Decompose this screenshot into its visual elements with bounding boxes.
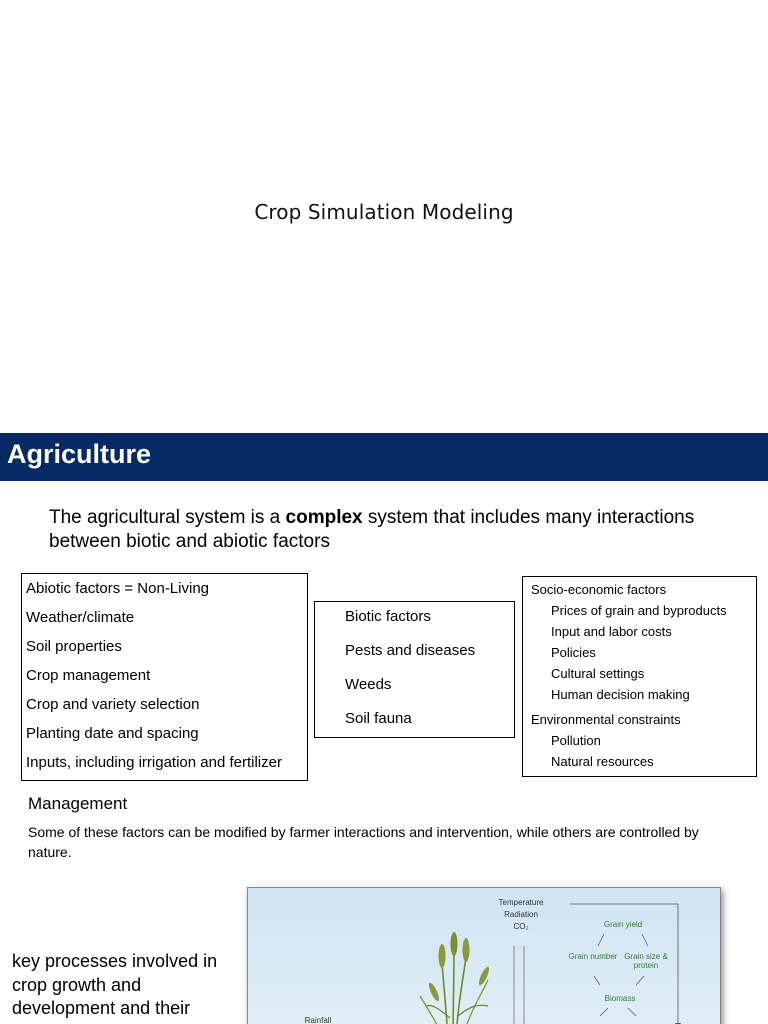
management-title: Management (28, 794, 128, 813)
figure-label-grain-yield: Grain yield (603, 920, 643, 929)
socio-heading: Socio-economic factors (531, 582, 667, 597)
intro-text-after: system that includes many interactions between biotic and abiotic factors (49, 507, 695, 552)
slide-header-bar (0, 433, 768, 481)
socio-economic-box (522, 576, 757, 777)
figure-label-biomass: Biomass (604, 994, 636, 1003)
socio-sub-item: Human decision making (551, 687, 690, 702)
slide-header-title: Agriculture (7, 439, 152, 469)
wheat-plant-icon (420, 932, 491, 1024)
socio-sub-item: Cultural settings (551, 666, 645, 681)
figure-label-radiation: Radiation (504, 910, 538, 919)
abiotic-item: Planting date and spacing (26, 725, 199, 742)
intro-paragraph (49, 506, 749, 554)
figure-label-rainfall: Rainfall (304, 1016, 332, 1024)
processes-text: key processes involved in crop growth and development and their (12, 951, 218, 1018)
environmental-heading: Environmental constraints (531, 712, 681, 727)
biotic-item: Weeds (345, 676, 392, 693)
biotic-item: Pests and diseases (345, 642, 476, 659)
socio-sub-item: Prices of grain and byproducts (551, 603, 727, 618)
abiotic-item: Weather/climate (26, 609, 135, 626)
socio-sub-item: Input and labor costs (551, 624, 672, 639)
intro-text-before: The agricultural system is a (49, 507, 286, 528)
environmental-sub-item: Natural resources (551, 754, 654, 769)
figure-label-grain-size: Grain size & protein (624, 952, 668, 970)
figure-label-grain-number: Grain number (568, 952, 618, 961)
figure-label-temperature: Temperature (498, 898, 544, 907)
abiotic-item: Crop management (26, 667, 151, 684)
biotic-item: Soil fauna (345, 710, 412, 727)
crop-process-figure (247, 887, 721, 1024)
figure-label-co2: CO₂ (513, 922, 529, 931)
intro-text-bold: complex (285, 507, 363, 528)
biotic-item: Biotic factors (345, 608, 431, 625)
abiotic-item: Crop and variety selection (26, 696, 200, 713)
abiotic-item: Abiotic factors = Non-Living (26, 580, 210, 597)
biotic-factors-box (314, 601, 515, 738)
abiotic-item: Soil properties (26, 638, 122, 655)
management-text: Some of these factors can be modified by farmer interactions and intervention, while others are controlled by nature. (28, 824, 699, 860)
environmental-sub-item: Pollution (551, 733, 601, 748)
slide-title: Crop Simulation Modeling (254, 200, 514, 224)
abiotic-item: Inputs, including irrigation and fertilizer (26, 754, 282, 771)
abiotic-factors-box (21, 573, 308, 781)
socio-sub-item: Policies (551, 645, 596, 660)
